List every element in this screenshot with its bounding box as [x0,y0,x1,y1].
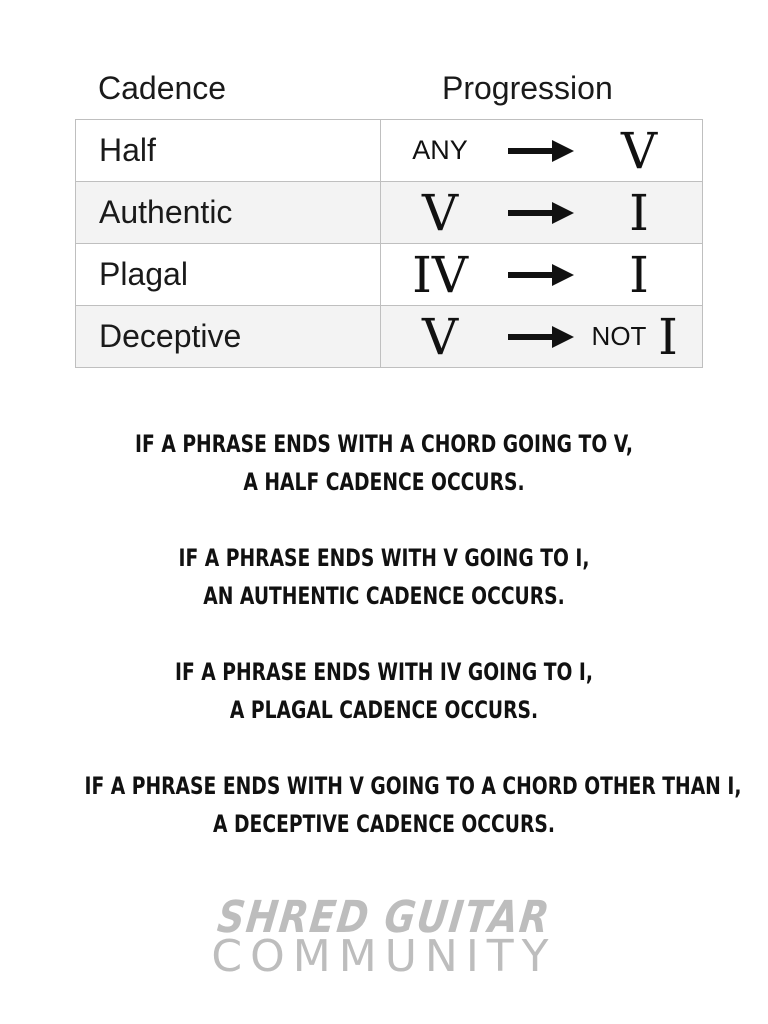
progression-cell [381,244,703,306]
to-chord: I [629,245,649,304]
from-chord: V [421,307,459,366]
right-arrow-icon [506,306,576,367]
shred-guitar-community-logo [0,892,768,982]
cadence-name: Deceptive [76,306,381,368]
from-chord: ANY [412,135,468,165]
progression-cell [381,306,703,368]
table-row [76,306,703,368]
statement-line: A DECEPTIVE CADENCE OCCURS. [213,810,555,838]
right-arrow-icon [506,244,576,305]
header-cadence: Cadence [98,70,227,106]
to-chord: I [629,183,649,242]
progression-cell [381,182,703,244]
right-arrow-icon [506,120,576,181]
statement-line: IF A PHRASE ENDS WITH V GOING TO A CHORD OTHER THAN I, [84,772,742,800]
statement-line: AN AUTHENTIC CADENCE OCCURS. [203,582,565,610]
not-label: NOT [591,321,647,351]
statement-plagal [84,653,683,729]
cadence-name: Plagal [76,244,381,306]
statement-line: A HALF CADENCE OCCURS. [243,468,525,496]
to-chord: I [658,307,678,366]
table-row [76,120,703,182]
statement-line: A PLAGAL CADENCE OCCURS. [229,696,539,724]
right-arrow-icon [506,182,576,243]
table-header [75,70,703,118]
statement-line: IF A PHRASE ENDS WITH V GOING TO I, [178,544,590,572]
table-row [76,244,703,306]
logo-line-2: COMMUNITY [211,931,557,982]
cadence-name: Half [76,120,381,182]
from-chord: IV [412,245,468,304]
from-chord: V [421,183,459,242]
cadence-table [75,119,703,368]
header-progression: Progression [442,70,613,106]
progression-cell [381,120,703,182]
to-chord: V [620,121,658,180]
statement-line: IF A PHRASE ENDS WITH A CHORD GOING TO V, [135,430,633,458]
statement-deceptive [84,767,742,843]
cadence-statements [0,425,768,881]
cadence-name: Authentic [76,182,381,244]
statement-line: IF A PHRASE ENDS WITH IV GOING TO I, [175,658,593,686]
statement-half [84,425,683,501]
logo-line-1: SHRED GUITAR [214,892,554,943]
table-row [76,182,703,244]
statement-authentic [84,539,683,615]
